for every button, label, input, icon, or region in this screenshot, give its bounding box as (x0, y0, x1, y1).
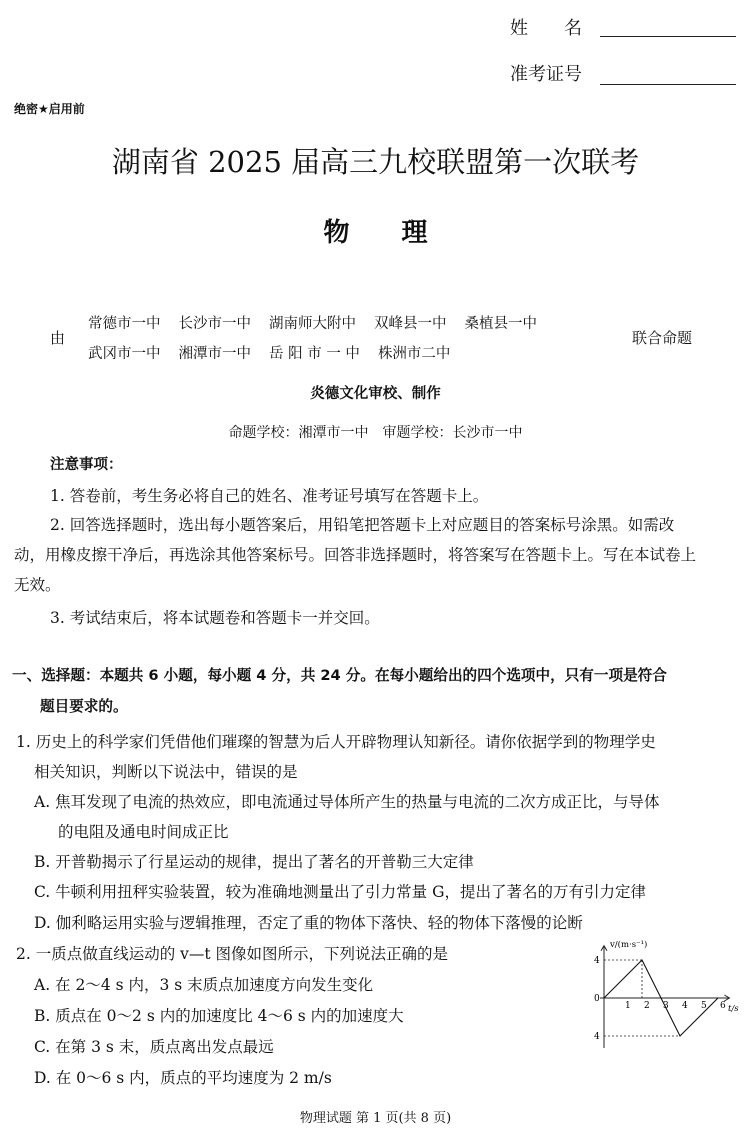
section-heading-line-2: 题目要求的。 (40, 698, 128, 715)
x-tick-label: 2 (644, 1001, 650, 1011)
exam-id-field-line[interactable] (600, 84, 736, 85)
name-field-line[interactable] (600, 36, 736, 37)
schools-prefix: 由 (50, 329, 66, 347)
school: 湖南师大附中 (269, 316, 356, 332)
q1-option-b: B. 开普勒揭示了行星运动的规律，提出了著名的开普勒三大定律 (34, 853, 474, 871)
note-2-line-3: 无效。 (14, 576, 61, 594)
school-row-1 (88, 312, 537, 333)
vt-graph (586, 936, 746, 1048)
section-heading-line-1: 一、选择题：本题共 6 小题，每小题 4 分，共 24 分。在每小题给出的四个选项中，只有一项是符合 (12, 667, 667, 684)
x-axis-label: t/s (728, 1004, 739, 1014)
x-tick-label: 3 (663, 1001, 669, 1011)
school-row-2 (88, 342, 450, 363)
school: 双峰县一中 (374, 316, 447, 332)
setter-reviewer: 命题学校：湘潭市一中 审题学校：长沙市一中 (228, 425, 523, 441)
schools-suffix: 联合命题 (632, 329, 693, 347)
secret-mark: 绝密★启用前 (14, 102, 85, 116)
note-1: 1. 答卷前，考生务必将自己的姓名、准考证号填写在答题卡上。 (50, 487, 489, 505)
exam-title: 湖南省 2025 届高三九校联盟第一次联考 (111, 145, 640, 179)
school: 株洲市二中 (377, 346, 451, 362)
q2-stem: 2. 一质点做直线运动的 v—t 图像如图所示，下列说法正确的是 (16, 945, 449, 963)
x-tick-label: 5 (701, 1001, 707, 1011)
school: 岳 阳 市 一 中 (269, 346, 360, 362)
school: 长沙市一中 (178, 316, 251, 332)
q1-option-d: D. 伽利略运用实验与逻辑推理，否定了重的物体下落快、轻的物体下落慢的论断 (34, 914, 583, 932)
q1-option-a-line-2: 的电阻及通电时间成正比 (58, 823, 229, 841)
y-tick-label: 4 (594, 1032, 600, 1042)
school: 湘潭市一中 (178, 346, 251, 362)
y-tick-label: 4 (594, 956, 600, 966)
school: 常德市一中 (88, 316, 161, 332)
exam-id-label: 准考证号 (510, 64, 582, 85)
subject-title: 物 理 (323, 218, 428, 248)
q2-option-d: D. 在 0～6 s 内，质点的平均速度为 2 m/s (34, 1069, 332, 1087)
x-tick-label: 4 (682, 1001, 688, 1011)
notes-title: 注意事项： (50, 457, 123, 473)
q1-stem-line-2: 相关知识，判断以下说法中，错误的是 (34, 763, 298, 781)
page-footer: 物理试题 第 1 页(共 8 页) (299, 1111, 452, 1126)
q1-stem-line-1: 1. 历史上的科学家们凭借他们璀璨的智慧为后人开辟物理认知新径。请你依据学到的物理学史 (16, 733, 656, 751)
y-tick-label: 0 (594, 994, 600, 1004)
x-tick-label: 1 (625, 1001, 631, 1011)
q2-option-b: B. 质点在 0～2 s 内的加速度比 4～6 s 内的加速度大 (34, 1007, 404, 1025)
x-tick-label: 6 (720, 1001, 726, 1011)
q2-option-c: C. 在第 3 s 末，质点离出发点最远 (34, 1038, 274, 1056)
graph-axes (600, 946, 729, 1048)
q2-option-a: A. 在 2～4 s 内，3 s 末质点加速度方向发生变化 (34, 976, 374, 994)
note-2-line-1: 2. 回答选择题时，选出每小题答案后，用铅笔把答题卡上对应题目的答案标号涂黑。如需改 (50, 516, 675, 534)
name-label: 姓 名 (510, 18, 582, 39)
q1-option-a-line-1: A. 焦耳发现了电流的热效应，即电流通过导体所产生的热量与电流的二次方成正比，与导体 (34, 793, 660, 811)
note-3: 3. 考试结束后，将本试题卷和答题卡一并交回。 (50, 609, 380, 627)
school: 桑植县一中 (464, 316, 537, 332)
graph-marks (594, 956, 726, 1042)
q1-option-c: C. 牛顿利用扭秤实验装置，较为准确地测量出了引力常量 G，提出了著名的万有引力定律 (34, 883, 646, 901)
y-axis-label: v/(m·s⁻¹) (610, 940, 648, 950)
producer: 炎德文化审校、制作 (310, 386, 441, 402)
school: 武冈市一中 (88, 346, 161, 362)
note-2-line-2: 动，用橡皮擦干净后，再选涂其他答案标号。回答非选择题时，将答案写在答题卡上。写在本试卷上 (14, 546, 697, 564)
